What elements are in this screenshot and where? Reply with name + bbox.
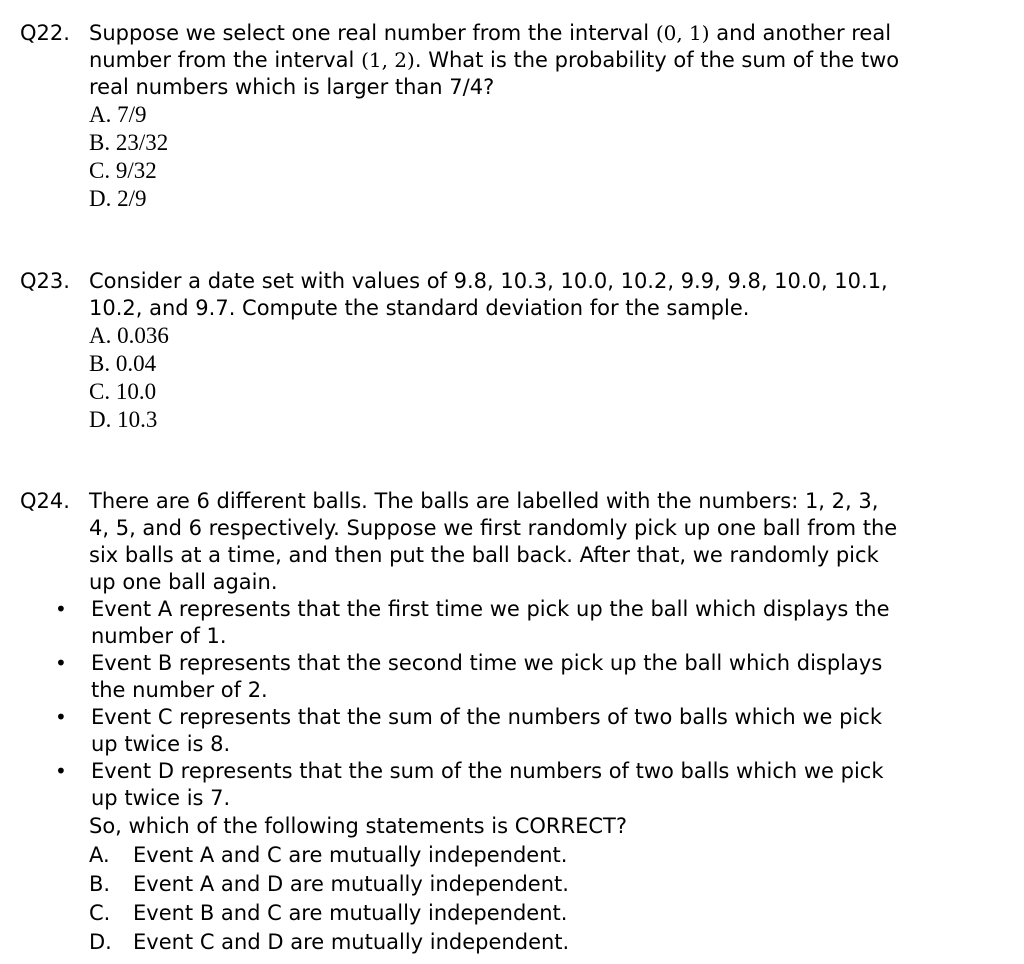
question-24-text-1: There are 6 different balls. The balls are labelled with the numbers: 1, 2, 3, bbox=[89, 489, 879, 513]
question-22-option-c: C. 9/32 bbox=[89, 158, 157, 183]
question-24-line-2: 4, 5, and 6 respectively. Suppose we first randomly pick up one ball from the bbox=[89, 516, 898, 540]
question-23-line-1 bbox=[20, 268, 980, 295]
event-c-line-1: Event C represents that the sum of the numbers of two balls which we pick bbox=[91, 705, 883, 729]
question-23 bbox=[20, 268, 980, 434]
option-d-text: Event C and D are mutually independent. bbox=[133, 930, 570, 954]
question-22-line-2 bbox=[89, 47, 980, 74]
event-a-line-1: Event A represents that the first time we pick up the ball which displays the bbox=[91, 597, 890, 621]
event-a-line-2: number of 1. bbox=[91, 624, 227, 648]
event-a bbox=[20, 596, 980, 650]
option-d-letter: D. bbox=[89, 930, 112, 954]
question-24-line-3: six balls at a time, and then put the ball back. After that, we randomly pick bbox=[89, 543, 879, 567]
event-b-line-1: Event B represents that the second time we pick up the ball which displays bbox=[91, 651, 883, 675]
question-24-number: Q24. bbox=[20, 489, 70, 513]
question-23-number: Q23. bbox=[20, 269, 70, 293]
question-24-option-b bbox=[89, 870, 980, 899]
question-22-number: Q22. bbox=[20, 21, 70, 45]
question-22-interval-1: (0, 1) bbox=[655, 21, 710, 45]
question-24-line-1 bbox=[20, 488, 980, 515]
question-22-text-1b: and another real bbox=[709, 21, 892, 45]
event-b-line-2: the number of 2. bbox=[91, 678, 268, 702]
question-24-prompt: So, which of the following statements is CORRECT? bbox=[89, 814, 627, 838]
question-24-option-d bbox=[89, 928, 980, 957]
question-24-option-a bbox=[89, 841, 980, 870]
question-24 bbox=[20, 488, 980, 957]
question-23-option-a: A. 0.036 bbox=[89, 323, 169, 348]
bullet-icon: • bbox=[55, 597, 67, 621]
question-22-line-3: real numbers which is larger than 7/4? bbox=[89, 75, 495, 99]
event-d-line-1: Event D represents that the sum of the numbers of two balls which we pick bbox=[91, 759, 884, 783]
question-23-option-c: C. 10.0 bbox=[89, 379, 157, 404]
question-22-option-a: A. 7/9 bbox=[89, 102, 147, 127]
option-b-text: Event A and D are mutually independent. bbox=[133, 872, 569, 896]
question-23-line-2: 10.2, and 9.7. Compute the standard deviation for the sample. bbox=[89, 296, 750, 320]
question-22-text-2b: . What is the probability of the sum of the two bbox=[414, 48, 900, 72]
question-23-option-b: B. 0.04 bbox=[89, 351, 157, 376]
event-c bbox=[20, 704, 980, 758]
option-b-letter: B. bbox=[89, 872, 111, 896]
event-list bbox=[20, 596, 980, 812]
question-24-option-c bbox=[89, 899, 980, 928]
bullet-icon: • bbox=[55, 705, 67, 729]
question-22-line-1 bbox=[20, 20, 980, 47]
event-c-line-2: up twice is 8. bbox=[91, 732, 231, 756]
bullet-icon: • bbox=[55, 651, 67, 675]
question-22-interval-2: (1, 2) bbox=[361, 48, 415, 72]
event-b bbox=[20, 650, 980, 704]
question-24-line-4: up one ball again. bbox=[89, 570, 278, 594]
question-22 bbox=[20, 20, 980, 213]
event-d-line-2: up twice is 7. bbox=[91, 786, 231, 810]
bullet-icon: • bbox=[55, 759, 67, 783]
event-d bbox=[20, 758, 980, 812]
option-a-text: Event A and C are mutually independent. bbox=[133, 843, 568, 867]
question-23-text-1: Consider a date set with values of 9.8, 10.3, 10.0, 10.2, 9.9, 9.8, 10.0, 10.1, bbox=[89, 269, 888, 293]
option-a-letter: A. bbox=[89, 843, 110, 867]
question-22-option-b: B. 23/32 bbox=[89, 130, 169, 155]
question-23-option-d: D. 10.3 bbox=[89, 407, 158, 432]
option-c-letter: C. bbox=[89, 901, 111, 925]
question-22-text-2a: number from the interval bbox=[89, 48, 362, 72]
question-22-text-1a: Suppose we select one real number from the interval bbox=[89, 21, 656, 45]
option-c-text: Event B and C are mutually independent. bbox=[133, 901, 568, 925]
question-22-option-d: D. 2/9 bbox=[89, 186, 147, 211]
